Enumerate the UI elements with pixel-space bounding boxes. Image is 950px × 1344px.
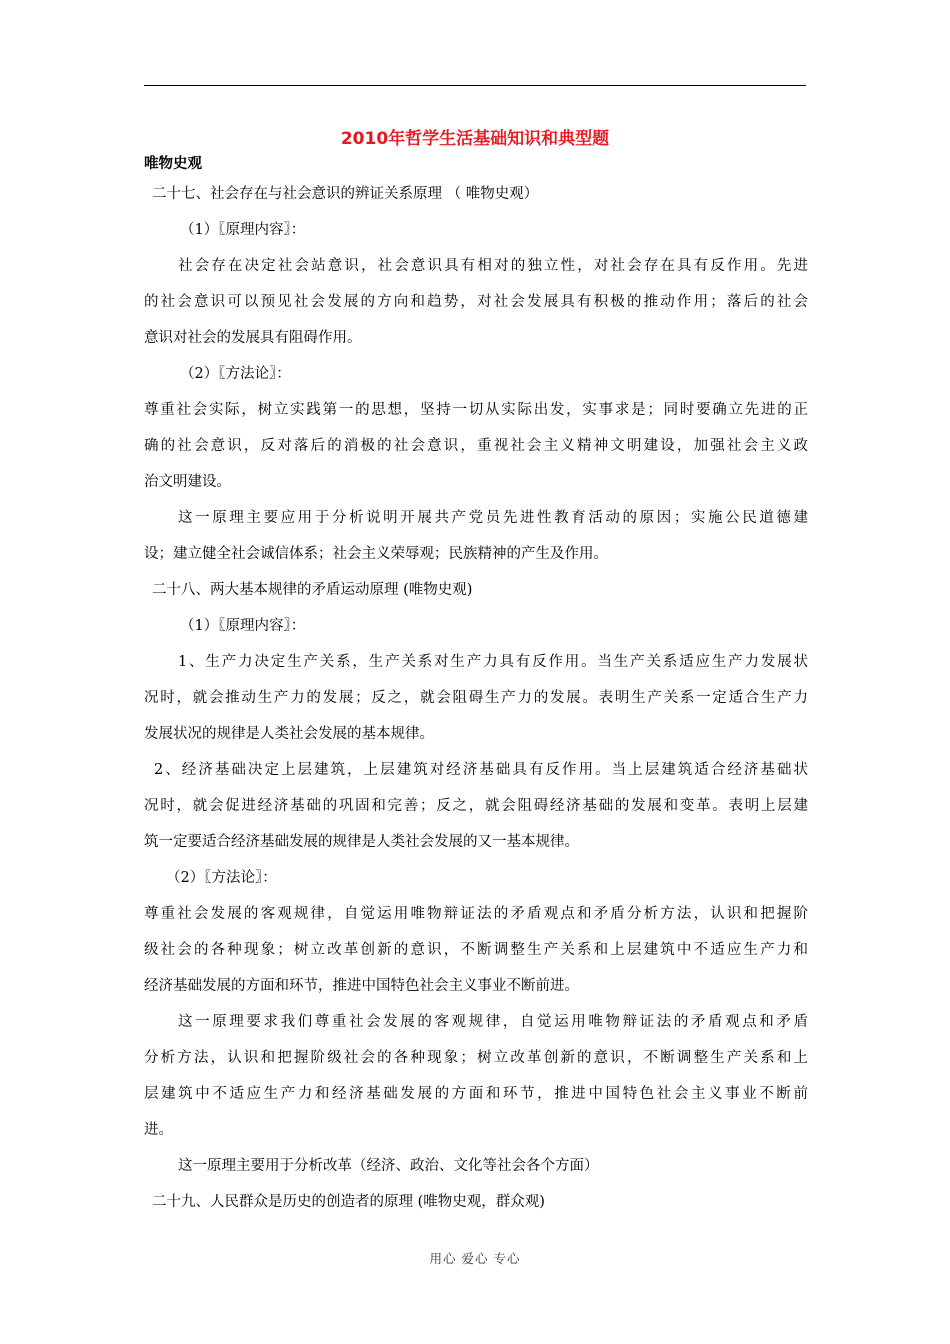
text-line: 这一原理要求我们尊重社会发展的客观规律，自觉运用唯物辩证法的矛盾观点和矛盾	[178, 1014, 808, 1030]
text-line: 这一原理主要用于分析改革（经济、政治、文化等社会各个方面）	[178, 1158, 599, 1174]
text-line: 社会存在决定社会站意识，社会意识具有相对的独立性，对社会存在具有反作用。先进	[178, 258, 808, 274]
text-line: 层建筑中不适应生产力和经济基础发展的方面和环节，推进中国特色社会主义事业不断前	[144, 1086, 808, 1102]
text-line: 2、经济基础决定上层建筑，上层建筑对经济基础具有反作用。当上层建筑适合经济基础状	[154, 762, 808, 778]
text-line: 治文明建设。	[144, 474, 231, 490]
text-line: 进。	[144, 1122, 173, 1138]
text-line: 筑一定要适合经济基础发展的规律是人类社会发展的又一基本规律。	[144, 834, 579, 850]
page-title: 2010年哲学生活基础知识和典型题	[340, 129, 610, 149]
text-line: 意识对社会的发展具有阻碍作用。	[144, 330, 362, 346]
text-line: 经济基础发展的方面和环节，推进中国特色社会主义事业不断前进。	[144, 978, 579, 994]
text-line: 尊重社会实际，树立实践第一的思想，坚持一切从实际出发，实事求是；同时要确立先进的正	[144, 402, 808, 418]
text-line: 二十七、社会存在与社会意识的辨证关系原理 （ 唯物史观）	[152, 186, 539, 202]
text-line: 1、生产力决定生产关系，生产关系对生产力具有反作用。当生产关系适应生产力发展状	[178, 654, 808, 670]
text-line: （1）〖原理内容〗：	[180, 618, 306, 634]
text-line: （2）〖方法论〗：	[180, 366, 291, 382]
section-heading: 唯物史观	[144, 156, 202, 172]
text-line: 这一原理主要应用于分析说明开展共产党员先进性教育活动的原因；实施公民道德建	[178, 510, 808, 526]
text-line: 况时，就会推动生产力的发展；反之，就会阻碍生产力的发展。表明生产关系一定适合生产力	[144, 690, 808, 706]
text-line: 设；建立健全社会诚信体系；社会主义荣辱观；民族精神的产生及作用。	[144, 546, 608, 562]
page-footer: 用心 爱心 专心	[429, 1251, 521, 1266]
text-line: 的社会意识可以预见社会发展的方向和趋势，对社会发展具有积极的推动作用；落后的社会	[144, 294, 808, 310]
text-line: 况时，就会促进经济基础的巩固和完善；反之，就会阻碍经济基础的发展和变革。表明上层建	[144, 798, 808, 814]
text-line: 二十八、两大基本规律的矛盾运动原理 (唯物史观)	[152, 582, 473, 598]
body-text	[144, 182, 808, 1226]
header-rule	[144, 85, 806, 86]
text-line: （1）〖原理内容〗：	[180, 222, 306, 238]
text-line: （2）〖方法论〗：	[166, 870, 277, 886]
text-line: 二十九、人民群众是历史的创造者的原理 (唯物史观，群众观)	[152, 1194, 545, 1210]
text-line: 发展状况的规律是人类社会发展的基本规律。	[144, 726, 434, 742]
text-line: 确的社会意识，反对落后的消极的社会意识，重视社会主义精神文明建设，加强社会主义政	[144, 438, 808, 454]
text-line: 分析方法，认识和把握阶级社会的各种现象；树立改革创新的意识，不断调整生产关系和上	[144, 1050, 808, 1066]
text-line: 级社会的各种现象；树立改革创新的意识，不断调整生产关系和上层建筑中不适应生产力和	[144, 942, 808, 958]
text-line: 尊重社会发展的客观规律，自觉运用唯物辩证法的矛盾观点和矛盾分析方法，认识和把握阶	[144, 906, 808, 922]
